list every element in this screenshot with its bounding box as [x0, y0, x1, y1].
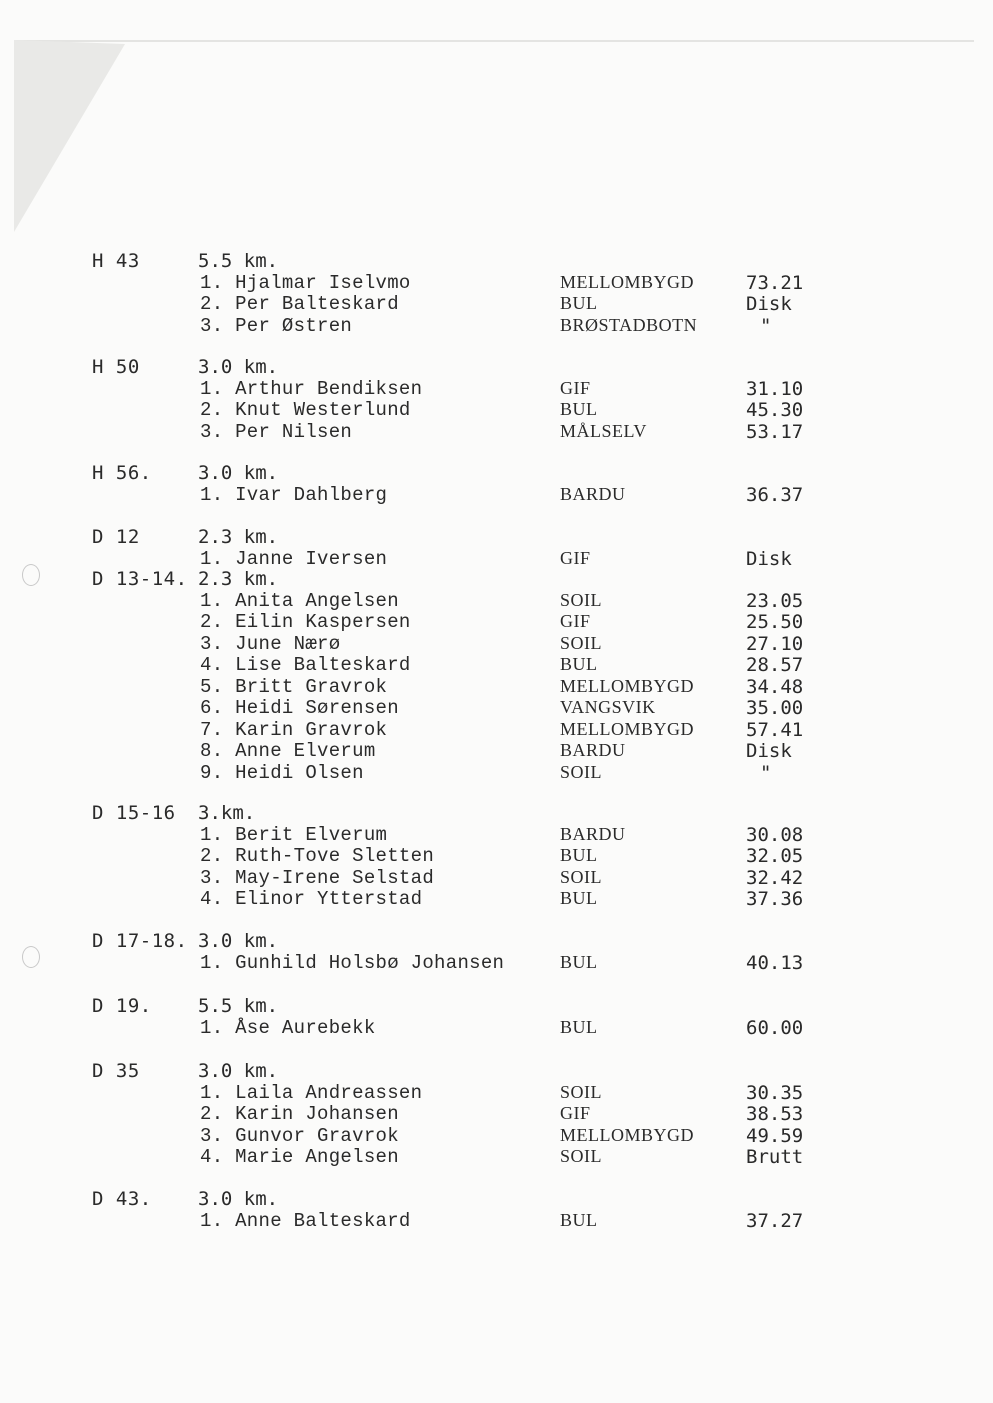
result-time: 49.59 — [746, 1124, 804, 1147]
result-time: 45.30 — [746, 399, 804, 421]
distance-label: 3.km. — [198, 802, 256, 824]
club-name: SOIL — [560, 1081, 602, 1102]
athlete-name: 1. Anita Angelsen — [200, 589, 399, 612]
athlete-name: 3. Per Nilsen — [200, 420, 353, 443]
result-row — [0, 867, 993, 889]
athlete-name: 7. Karin Gravrok — [200, 718, 388, 741]
result-time: 60.00 — [746, 1016, 804, 1039]
class-label: D 17-18. — [92, 930, 188, 952]
athlete-name: 1. Gunhild Holsbø Johansen — [200, 951, 505, 974]
club-name: VANGSVIK — [560, 697, 656, 717]
result-row — [0, 421, 993, 443]
club-name: SOIL — [560, 632, 602, 653]
club-name: BUL — [560, 1209, 598, 1230]
result-time: 57.41 — [746, 718, 804, 741]
result-row — [0, 676, 993, 698]
distance-label: 5.5 km. — [198, 995, 279, 1017]
athlete-name: 3. Per Østren — [200, 314, 353, 337]
result-time: 73.21 — [746, 271, 804, 294]
result-row — [0, 1146, 993, 1168]
athlete-name: 1. Ivar Dahlberg — [200, 483, 388, 506]
club-name: BARDU — [560, 483, 626, 504]
result-time: 25.50 — [746, 611, 804, 633]
result-time: 37.27 — [746, 1209, 804, 1232]
athlete-name: 1. Janne Iversen — [200, 547, 388, 570]
club-name: MELLOMBYGD — [560, 718, 694, 739]
result-row — [0, 548, 993, 570]
distance-label: 3.0 km. — [198, 462, 279, 484]
result-time: 38.53 — [746, 1103, 804, 1125]
result-row — [0, 654, 993, 676]
club-name: SOIL — [560, 1146, 602, 1166]
athlete-name: 4. Marie Angelsen — [200, 1146, 399, 1168]
result-time: " — [760, 314, 772, 337]
result-row — [0, 1017, 993, 1039]
athlete-name: 2. Eilin Kaspersen — [200, 611, 411, 633]
result-row — [0, 293, 993, 315]
athlete-name: 1. Anne Balteskard — [200, 1209, 411, 1232]
athlete-name: 8. Anne Elverum — [200, 740, 376, 762]
athlete-name: 9. Heidi Olsen — [200, 761, 364, 784]
result-row — [0, 484, 993, 506]
distance-label: 2.3 km. — [198, 526, 279, 548]
class-label: D 35 — [92, 1060, 140, 1082]
class-label: H 56. — [92, 462, 152, 484]
athlete-name: 3. Gunvor Gravrok — [200, 1124, 399, 1147]
result-time: 35.00 — [746, 697, 804, 719]
athlete-name: 1. Laila Andreassen — [200, 1081, 423, 1104]
distance-label: 3.0 km. — [198, 356, 279, 378]
result-time: 30.35 — [746, 1081, 804, 1104]
club-name: BARDU — [560, 740, 626, 760]
athlete-name: 4. Lise Balteskard — [200, 654, 411, 676]
athlete-name: 4. Elinor Ytterstad — [200, 888, 423, 910]
club-name: GIF — [560, 1103, 591, 1123]
class-label: D 12 — [92, 526, 140, 548]
result-time: 31.10 — [746, 377, 804, 400]
club-name: BUL — [560, 888, 598, 908]
club-name: BUL — [560, 845, 598, 865]
distance-label: 3.0 km. — [198, 930, 279, 952]
club-name: GIF — [560, 377, 591, 398]
club-name: GIF — [560, 547, 591, 568]
club-name: GIF — [560, 611, 591, 631]
athlete-name: 1. Arthur Bendiksen — [200, 377, 423, 400]
athlete-name: 1. Åse Aurebekk — [200, 1016, 376, 1039]
result-row — [0, 1125, 993, 1147]
athlete-name: 5. Britt Gravrok — [200, 675, 388, 698]
result-time: 32.05 — [746, 845, 804, 867]
result-row — [0, 1103, 993, 1125]
athlete-name: 2. Per Balteskard — [200, 293, 399, 315]
result-time: 40.13 — [746, 951, 804, 974]
result-row — [0, 272, 993, 294]
result-time: Disk — [746, 293, 792, 315]
result-time: 30.08 — [746, 823, 804, 846]
result-row — [0, 633, 993, 655]
result-time: 23.05 — [746, 589, 804, 612]
result-row — [0, 697, 993, 719]
result-time: 28.57 — [746, 654, 804, 676]
result-time: 36.37 — [746, 483, 804, 506]
athlete-name: 6. Heidi Sørensen — [200, 697, 399, 719]
club-name: MELLOMBYGD — [560, 675, 694, 696]
class-label: D 43. — [92, 1188, 152, 1210]
distance-label: 2.3 km. — [198, 568, 279, 590]
athlete-name: 3. May-Irene Selstad — [200, 866, 435, 889]
result-row — [0, 740, 993, 762]
result-row — [0, 845, 993, 867]
result-row — [0, 399, 993, 421]
result-time: 32.42 — [746, 866, 804, 889]
result-row — [0, 1210, 993, 1232]
result-row — [0, 611, 993, 633]
club-name: MÅLSELV — [560, 420, 647, 441]
result-time: 27.10 — [746, 632, 804, 655]
result-time: Brutt — [746, 1146, 804, 1168]
class-label: D 13-14. — [92, 568, 188, 590]
result-row — [0, 888, 993, 910]
class-label: D 19. — [92, 995, 152, 1017]
club-name: BARDU — [560, 823, 626, 844]
distance-label: 3.0 km. — [198, 1060, 279, 1082]
result-time: 53.17 — [746, 420, 804, 443]
result-time: Disk — [746, 740, 792, 762]
club-name: BUL — [560, 951, 598, 972]
class-label: D 15-16 — [92, 802, 176, 824]
result-time: " — [760, 761, 772, 784]
class-label: H 50 — [92, 356, 140, 378]
club-name: SOIL — [560, 761, 602, 782]
athlete-name: 1. Hjalmar Iselvmo — [200, 271, 411, 294]
result-row — [0, 824, 993, 846]
club-name: BRØSTADBOTN — [560, 314, 698, 335]
result-row — [0, 315, 993, 337]
athlete-name: 3. June Nærø — [200, 632, 341, 655]
club-name: MELLOMBYGD — [560, 1124, 694, 1145]
class-label: H 43 — [92, 250, 140, 272]
athlete-name: 2. Ruth-Tove Sletten — [200, 845, 435, 867]
result-time: Disk — [746, 547, 792, 570]
athlete-name: 1. Berit Elverum — [200, 823, 388, 846]
athlete-name: 2. Knut Westerlund — [200, 399, 411, 421]
result-row — [0, 590, 993, 612]
distance-label: 3.0 km. — [198, 1188, 279, 1210]
club-name: SOIL — [560, 589, 602, 610]
athlete-name: 2. Karin Johansen — [200, 1103, 399, 1125]
club-name: BUL — [560, 399, 598, 419]
result-time: 34.48 — [746, 675, 804, 698]
club-name: SOIL — [560, 866, 602, 887]
result-row — [0, 378, 993, 400]
distance-label: 5.5 km. — [198, 250, 279, 272]
result-time: 37.36 — [746, 888, 804, 910]
club-name: BUL — [560, 654, 598, 674]
club-name: MELLOMBYGD — [560, 271, 694, 292]
club-name: BUL — [560, 293, 598, 313]
result-row — [0, 719, 993, 741]
result-row — [0, 1082, 993, 1104]
club-name: BUL — [560, 1016, 598, 1037]
result-row — [0, 762, 993, 784]
result-row — [0, 952, 993, 974]
